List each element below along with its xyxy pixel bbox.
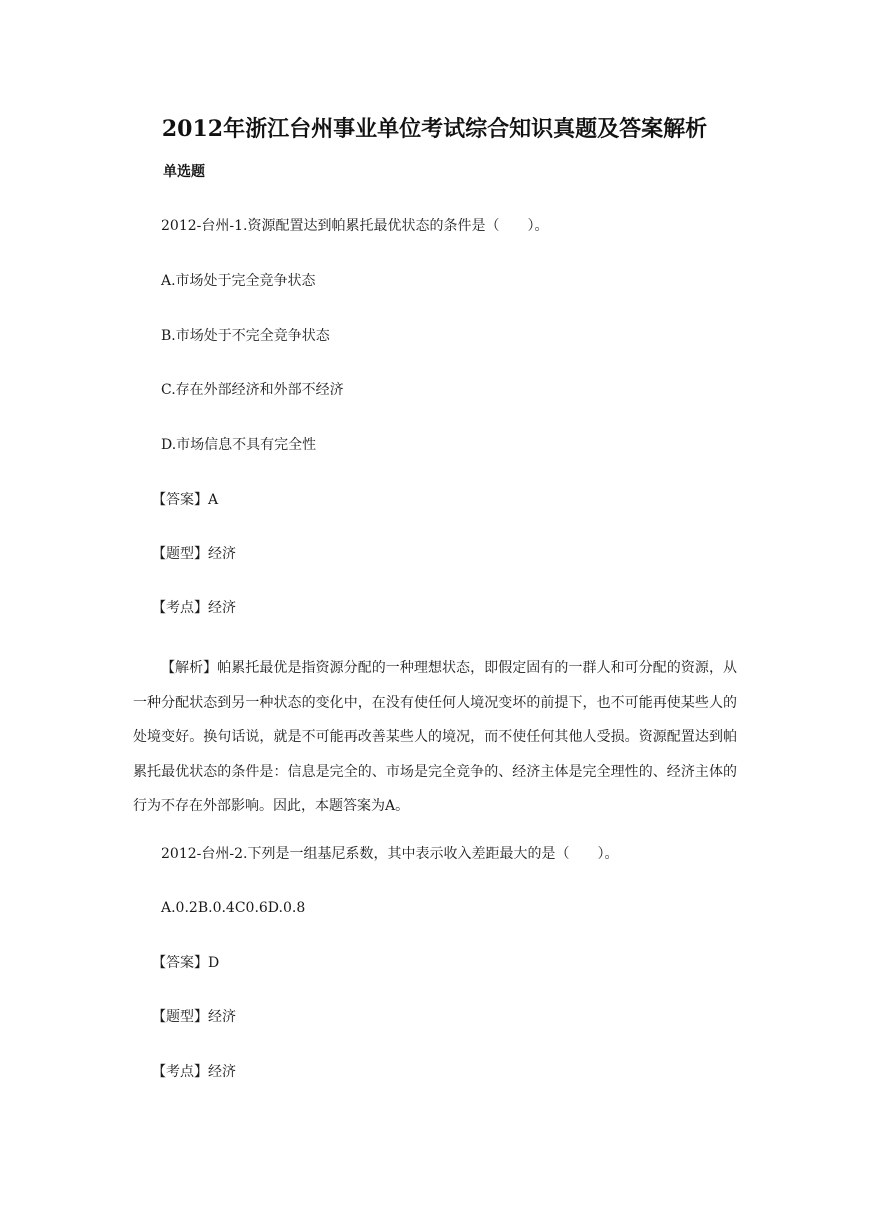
question-1-stem: 2012-台州-1.资源配置达到帕累托最优状态的条件是（ ）。: [161, 218, 549, 234]
question-2-stem: 2012-台州-2.下列是一组基尼系数，其中表示收入差距最大的是（ ）。: [161, 846, 619, 862]
question-1-option-c: C.存在外部经济和外部不经济: [161, 382, 344, 398]
question-1-point: 【考点】经济: [152, 600, 236, 616]
question-1-option-d: D.市场信息不具有完全性: [161, 437, 317, 453]
question-2-options: A.0.2B.0.4C0.6D.0.8: [161, 900, 306, 916]
question-1-type: 【题型】经济: [152, 546, 236, 562]
question-2-type: 【题型】经济: [152, 1009, 236, 1025]
question-2-point: 【考点】经济: [152, 1064, 236, 1080]
question-1-option-b: B.市场处于不完全竞争状态: [161, 328, 330, 344]
section-heading: 单选题: [163, 164, 205, 180]
question-1-analysis: 【解析】帕累托最优是指资源分配的一种理想状态，即假定固有的一群人和可分配的资源，从一种分配状态到另一种状态的变化中，在没有使任何人境况变坏的前提下，也不可能再使某些人的处境变好。换句话说，就是不可能再改善某些人的境况，而不使任何其他人受损。资源配置达到帕累托最优状态的条件是：信息是完全的、市场是完全竞争的、经济主体是完全理性的、经济主体的行为不存在外部影响。因此，本题答案为A。: [133, 660, 737, 814]
question-1-answer: 【答案】A: [152, 492, 219, 508]
document-title: 2012年浙江台州事业单位考试综合知识真题及答案解析: [161, 116, 708, 142]
question-2-answer: 【答案】D: [152, 955, 220, 971]
question-1-option-a: A.市场处于完全竞争状态: [161, 273, 316, 289]
